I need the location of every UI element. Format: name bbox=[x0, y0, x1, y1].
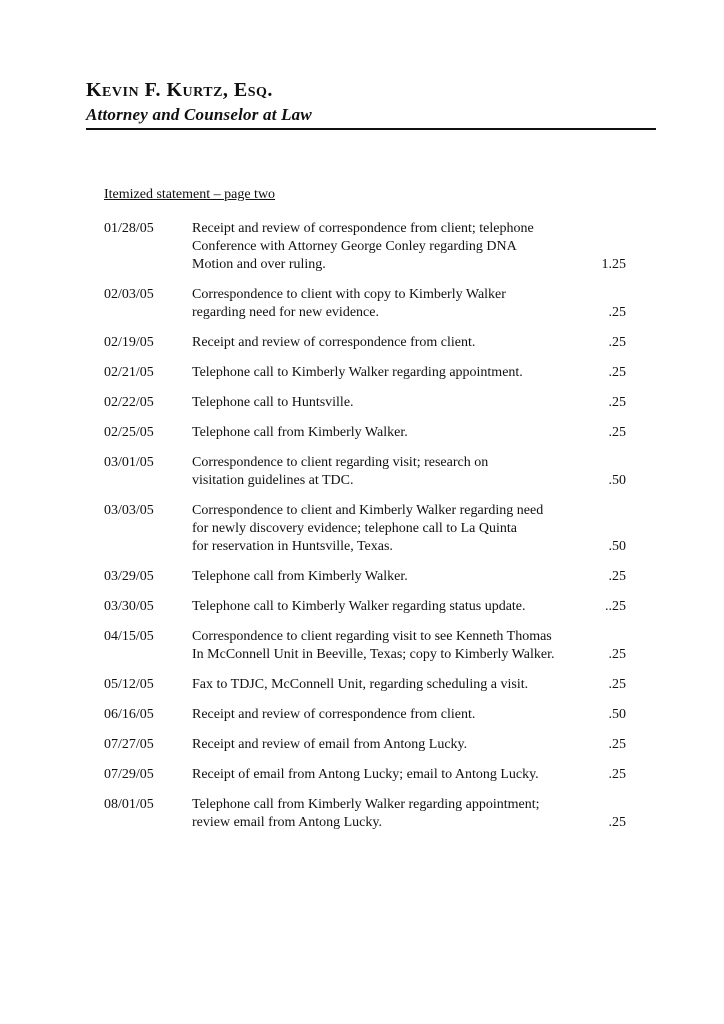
entry-hours: .50 bbox=[608, 707, 626, 722]
statement-entry bbox=[104, 796, 634, 832]
entry-date: 05/12/05 bbox=[104, 677, 154, 692]
entry-date: 03/30/05 bbox=[104, 599, 154, 614]
statement-entry bbox=[104, 454, 634, 490]
entry-description: Receipt and review of correspondence from client. bbox=[192, 335, 476, 350]
entry-description: Receipt and review of email from Antong Lucky. bbox=[192, 737, 468, 752]
attorney-name: Kevin F. Kurtz, Esq. bbox=[86, 79, 273, 101]
statement-entry bbox=[104, 706, 634, 724]
statement-entry bbox=[104, 736, 634, 754]
statement-entry bbox=[104, 394, 634, 412]
entry-description: Receipt of email from Antong Lucky; email to Antong Lucky. bbox=[192, 767, 539, 782]
entry-hours: .25 bbox=[608, 737, 626, 752]
entry-hours: .25 bbox=[608, 335, 626, 350]
statement-entry bbox=[104, 598, 634, 616]
entry-date: 08/01/05 bbox=[104, 797, 154, 812]
entry-hours: .25 bbox=[608, 767, 626, 782]
entry-description: Fax to TDJC, McConnell Unit, regarding scheduling a visit. bbox=[192, 677, 529, 692]
entry-description: Correspondence to client regarding visit; research on visitation guidelines at TDC. bbox=[192, 455, 489, 488]
entry-date: 07/27/05 bbox=[104, 737, 154, 752]
entry-description: Correspondence to client regarding visit to see Kenneth Thomas In McConnell Unit in Beeville, Texas; copy to Kimberly Walker. bbox=[192, 629, 555, 662]
entry-date: 02/22/05 bbox=[104, 395, 154, 410]
entry-date: 06/16/05 bbox=[104, 707, 154, 722]
entry-hours: .50 bbox=[608, 539, 626, 554]
entry-description: Telephone call from Kimberly Walker. bbox=[192, 425, 408, 440]
statement-entry bbox=[104, 628, 634, 664]
entry-description: Telephone call from Kimberly Walker. bbox=[192, 569, 408, 584]
letterhead bbox=[86, 78, 656, 126]
statement-entry bbox=[104, 424, 634, 442]
entry-description: Telephone call to Kimberly Walker regarding status update. bbox=[192, 599, 526, 614]
entry-hours: .25 bbox=[608, 677, 626, 692]
statement-entry bbox=[104, 568, 634, 586]
statement-entry bbox=[104, 676, 634, 694]
entry-date: 02/21/05 bbox=[104, 365, 154, 380]
entry-date: 03/01/05 bbox=[104, 455, 154, 470]
statement-entry bbox=[104, 364, 634, 382]
entry-description: Receipt and review of correspondence from client; telephone Conference with Attorney George Conley regarding DNA Motion and over ruling. bbox=[192, 221, 534, 272]
entry-hours: .25 bbox=[608, 647, 626, 662]
statement-entries bbox=[104, 220, 634, 844]
attorney-title: Attorney and Counselor at Law bbox=[86, 105, 312, 124]
entry-hours: .25 bbox=[608, 365, 626, 380]
entry-date: 01/28/05 bbox=[104, 221, 154, 236]
entry-date: 02/03/05 bbox=[104, 287, 154, 302]
statement-entry bbox=[104, 766, 634, 784]
entry-date: 02/25/05 bbox=[104, 425, 154, 440]
entry-date: 03/29/05 bbox=[104, 569, 154, 584]
entry-hours: .25 bbox=[608, 425, 626, 440]
entry-description: Correspondence to client with copy to Kimberly Walker regarding need for new evidence. bbox=[192, 287, 506, 320]
entry-date: 02/19/05 bbox=[104, 335, 154, 350]
entry-hours: .25 bbox=[608, 569, 626, 584]
entry-description: Telephone call from Kimberly Walker regarding appointment; review email from Antong Lucky. bbox=[192, 797, 540, 830]
entry-hours: ..25 bbox=[605, 599, 626, 614]
entry-description: Correspondence to client and Kimberly Walker regarding need for newly discovery evidence; telephone call to La Quinta for reservation in Huntsville, Texas. bbox=[192, 503, 544, 554]
entry-date: 07/29/05 bbox=[104, 767, 154, 782]
statement-entry bbox=[104, 220, 634, 274]
entry-description: Telephone call to Huntsville. bbox=[192, 395, 354, 410]
entry-date: 04/15/05 bbox=[104, 629, 154, 644]
entry-hours: .25 bbox=[608, 815, 626, 830]
statement-entry bbox=[104, 286, 634, 322]
statement-entry bbox=[104, 502, 634, 556]
statement-entry bbox=[104, 334, 634, 352]
entry-description: Telephone call to Kimberly Walker regarding appointment. bbox=[192, 365, 523, 380]
entry-hours: .50 bbox=[608, 473, 626, 488]
statement-heading: Itemized statement – page two bbox=[104, 187, 276, 202]
entry-description: Receipt and review of correspondence from client. bbox=[192, 707, 476, 722]
letterhead-divider bbox=[86, 128, 656, 130]
entry-date: 03/03/05 bbox=[104, 503, 154, 518]
entry-hours: 1.25 bbox=[601, 257, 626, 272]
entry-hours: .25 bbox=[608, 305, 626, 320]
entry-hours: .25 bbox=[608, 395, 626, 410]
